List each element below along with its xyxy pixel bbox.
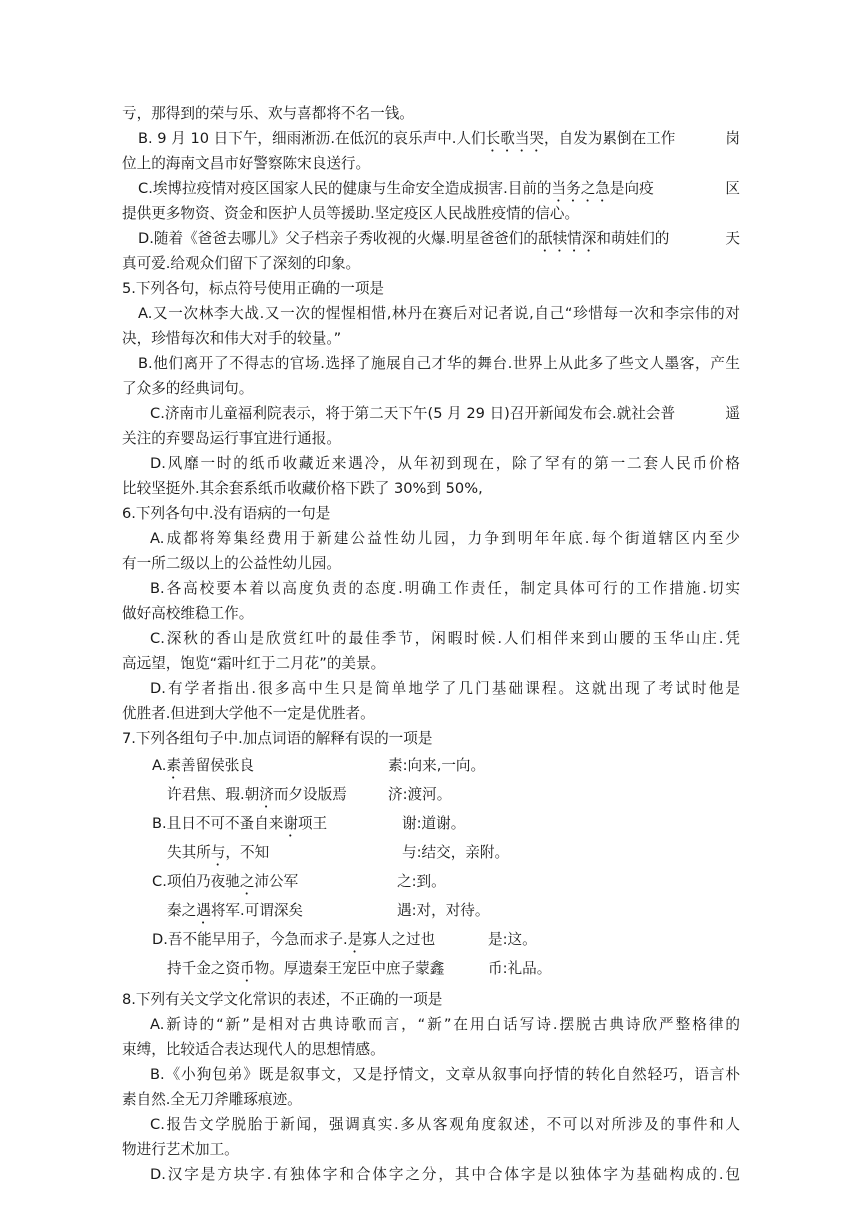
definition-text: 币:礼品。 (488, 960, 552, 977)
line-end-char: 遥 (725, 405, 740, 422)
line-text: D.风靡一时的纸币收藏近来遇冷，从年初到现在，除了罕有的第一二套人民币价格 (150, 455, 740, 472)
text-line (122, 1087, 740, 1112)
line-text: 善留侯张良 (180, 757, 254, 774)
emphasized-word: 素 (166, 757, 181, 774)
line-text: ，不知 (225, 844, 270, 861)
line-end-char: 区 (725, 180, 740, 197)
definition-text: 素:向来,一向。 (388, 757, 486, 774)
line-text: 将军.可谓深矣 (210, 902, 304, 919)
line-text: 提供更多物资、资金和医护人员等援助.坚定疫区人民战胜疫情的信心。 (122, 205, 580, 222)
line-text: 了众多的经典词句。 (122, 380, 254, 397)
line-text: A.成都将筹集经费用于新建公益性幼儿园，力争到明年年底.每个街道辖区内至少 (150, 530, 740, 547)
line-text: C.项伯乃夜驰 (152, 873, 240, 890)
line-text: D.汉字是方块字.有独体字和合体字之分，其中合体字是以独体字为基础构成的.包 (150, 1166, 740, 1183)
line-text: 而夕设版焉 (273, 786, 347, 803)
emphasized-word: 遇 (196, 902, 211, 919)
definition-text: 之:到。 (397, 873, 446, 890)
line-text: 物。厚遗秦王宠臣中庶子蒙鑫 (254, 960, 445, 977)
line-text: 亏，那得到的荣与乐、欢与喜都将不名一钱。 (122, 105, 414, 122)
question-text: 5.下列各句，标点符号使用正确的一项是 (122, 280, 385, 297)
text-line (122, 426, 740, 451)
document-body (122, 101, 740, 1187)
definition-text: 是:这。 (488, 931, 537, 948)
line-text: D.有学者指出.很多高中生只是简单地学了几门基础课程。这就出现了考试时他是 (150, 680, 740, 697)
text-line (122, 1137, 740, 1162)
option-6d (122, 676, 740, 701)
emphasized-word: 济 (259, 786, 274, 803)
emphasized-word: 与 (210, 844, 226, 861)
question-8-stem (122, 987, 740, 1012)
line-text: 许君焦、瑕.朝 (167, 786, 260, 803)
line-end-char: 岗 (725, 130, 740, 147)
line-end-char: 天 (725, 230, 740, 247)
definition-text: 济:渡河。 (388, 786, 452, 803)
line-text: 位上的海南文昌市好警察陈宋良送行。 (122, 155, 371, 172)
question-text: 8.下列有关文学文化常识的表述，不正确的一项是 (122, 991, 443, 1008)
option-7a-line1 (122, 751, 740, 780)
text-line (122, 251, 740, 276)
line-text: 比较坚挺外.其余套系纸币收藏价格下跌了 30%到 50%, (122, 480, 483, 497)
line-text: 真可爱.给观众们留下了深刻的印象。 (122, 255, 361, 272)
emphasized-word: 当务之急 (551, 180, 610, 197)
option-5a (122, 301, 740, 326)
option-7d-line2 (122, 954, 740, 983)
option-4c (122, 176, 740, 201)
line-text: C.济南市儿童福利院表示，将于第二天下午(5 月 29 日)召开新闻发布会.就社会普 (150, 405, 676, 422)
option-7b-line1 (122, 809, 740, 838)
line-text: C.报告文学脱胎于新闻，强调真实.多从客观角度叙述，不可以对所涉及的事件和人 (150, 1116, 740, 1133)
option-5d (122, 451, 740, 476)
option-8c (122, 1112, 740, 1137)
definition-text: 谢:道谢。 (402, 815, 466, 832)
line-text: 关注的弃婴岛运行事宜进行通报。 (122, 430, 341, 447)
option-7b-line2 (122, 838, 740, 867)
line-text: ，自发为累倒在工作 (544, 130, 676, 147)
option-4b (122, 126, 740, 151)
text-line (122, 326, 740, 351)
text-line (122, 651, 740, 676)
line-text: C.埃博拉疫情对疫区国家人民的健康与生命安全造成损害.目前的 (138, 180, 552, 197)
emphasized-word: 币 (239, 960, 255, 977)
line-text: 束缚，比较适合表达现代人的思想情感。 (122, 1041, 385, 1058)
question-text: 7.下列各组句子中.加点词语的解释有误的一项是 (122, 730, 433, 747)
emphasized-word: 谢 (283, 815, 299, 832)
option-7c-line2 (122, 896, 740, 925)
line-text: 沛公军 (254, 873, 299, 890)
line-text: C.深秋的香山是欣赏红叶的最佳季节，闲暇时候.人们相伴来到山腰的玉华山庄.凭 (150, 630, 740, 647)
line-text: 优胜者.但进到大学他不一定是优胜者。 (122, 705, 375, 722)
line-text: 项王 (298, 815, 328, 832)
option-8d (122, 1162, 740, 1187)
text-line (122, 1037, 740, 1062)
option-6b (122, 576, 740, 601)
option-8a (122, 1012, 740, 1037)
option-6c (122, 626, 740, 651)
question-text: 6.下列各句中.没有语病的一句是 (122, 505, 331, 522)
line-text: B.《小狗包弟》既是叙事文，又是抒情文，文章从叙事向抒情的转化自然轻巧，语言朴 (150, 1066, 740, 1083)
line-text: 是向疫 (609, 180, 654, 197)
option-5b (122, 351, 740, 376)
line-text: 做好高校维稳工作。 (122, 605, 254, 622)
definition-text: 与:结交，亲附。 (402, 844, 510, 861)
option-4d (122, 226, 740, 251)
line-text: 和萌娃们的 (596, 230, 670, 247)
option-7a-line2 (122, 780, 740, 809)
option-7c-line1 (122, 867, 740, 896)
line-text: B.他们离开了不得志的官场.选择了施展自己才华的舞台.世界上从此多了些文人墨客，产生 (138, 355, 740, 372)
option-8b (122, 1062, 740, 1087)
line-text: 高远望，饱览“霜叶红于二月花”的美景。 (122, 655, 386, 672)
question-6-stem (122, 501, 740, 526)
line-text: 有一所二级以上的公益性幼儿园。 (122, 555, 341, 572)
line-text: 寡人之过也 (362, 931, 436, 948)
line-text: A.又一次林李大战.又一次的惺惺相惜,林丹在赛后对记者说,自己“珍惜每一次和李宗伟的对 (138, 305, 740, 322)
emphasized-word: 舐犊情深 (537, 230, 597, 247)
option-7d-line1 (122, 925, 740, 954)
text-line (122, 101, 740, 126)
line-text: B.且日不可不蚤自来 (152, 815, 284, 832)
line-text: B. 9 月 10 日下午，细雨淅沥.在低沉的哀乐声中.人们 (138, 130, 486, 147)
line-text: 决，珍惜每次和伟大对手的较量。” (122, 330, 342, 347)
line-text: B.各高校要本着以高度负责的态度.明确工作责任，制定具体可行的工作措施.切实 (150, 580, 740, 597)
line-text: D.随着《爸爸去哪儿》父子档亲子秀收视的火爆.明星爸爸们的 (138, 230, 538, 247)
emphasized-word: 之 (239, 873, 255, 890)
emphasized-word: 是 (347, 931, 363, 948)
line-text: 素自然.全无刀斧雕琢痕迹。 (122, 1091, 302, 1108)
definition-text: 遇:对，对待。 (397, 902, 490, 919)
option-5c (122, 401, 740, 426)
line-text: A. (152, 757, 167, 774)
text-line (122, 201, 740, 226)
line-text: 持千金之资 (167, 960, 240, 977)
text-line (122, 151, 740, 176)
question-7-stem (122, 726, 740, 751)
text-line (122, 476, 740, 501)
line-text: A.新诗的“新”是相对古典诗歌而言，“新”在用白话写诗.摆脱古典诗欣严整格律的 (150, 1016, 740, 1033)
text-line (122, 551, 740, 576)
line-text: 失其所 (167, 844, 211, 861)
option-6a (122, 526, 740, 551)
text-line (122, 601, 740, 626)
line-text: 物进行艺术加工。 (122, 1141, 239, 1158)
text-line (122, 376, 740, 401)
text-line (122, 701, 740, 726)
line-text: 秦之 (167, 902, 197, 919)
emphasized-word: 长歌当哭 (485, 130, 545, 147)
question-5-stem (122, 276, 740, 301)
line-text: D.吾不能早用子，今急而求子. (152, 931, 348, 948)
